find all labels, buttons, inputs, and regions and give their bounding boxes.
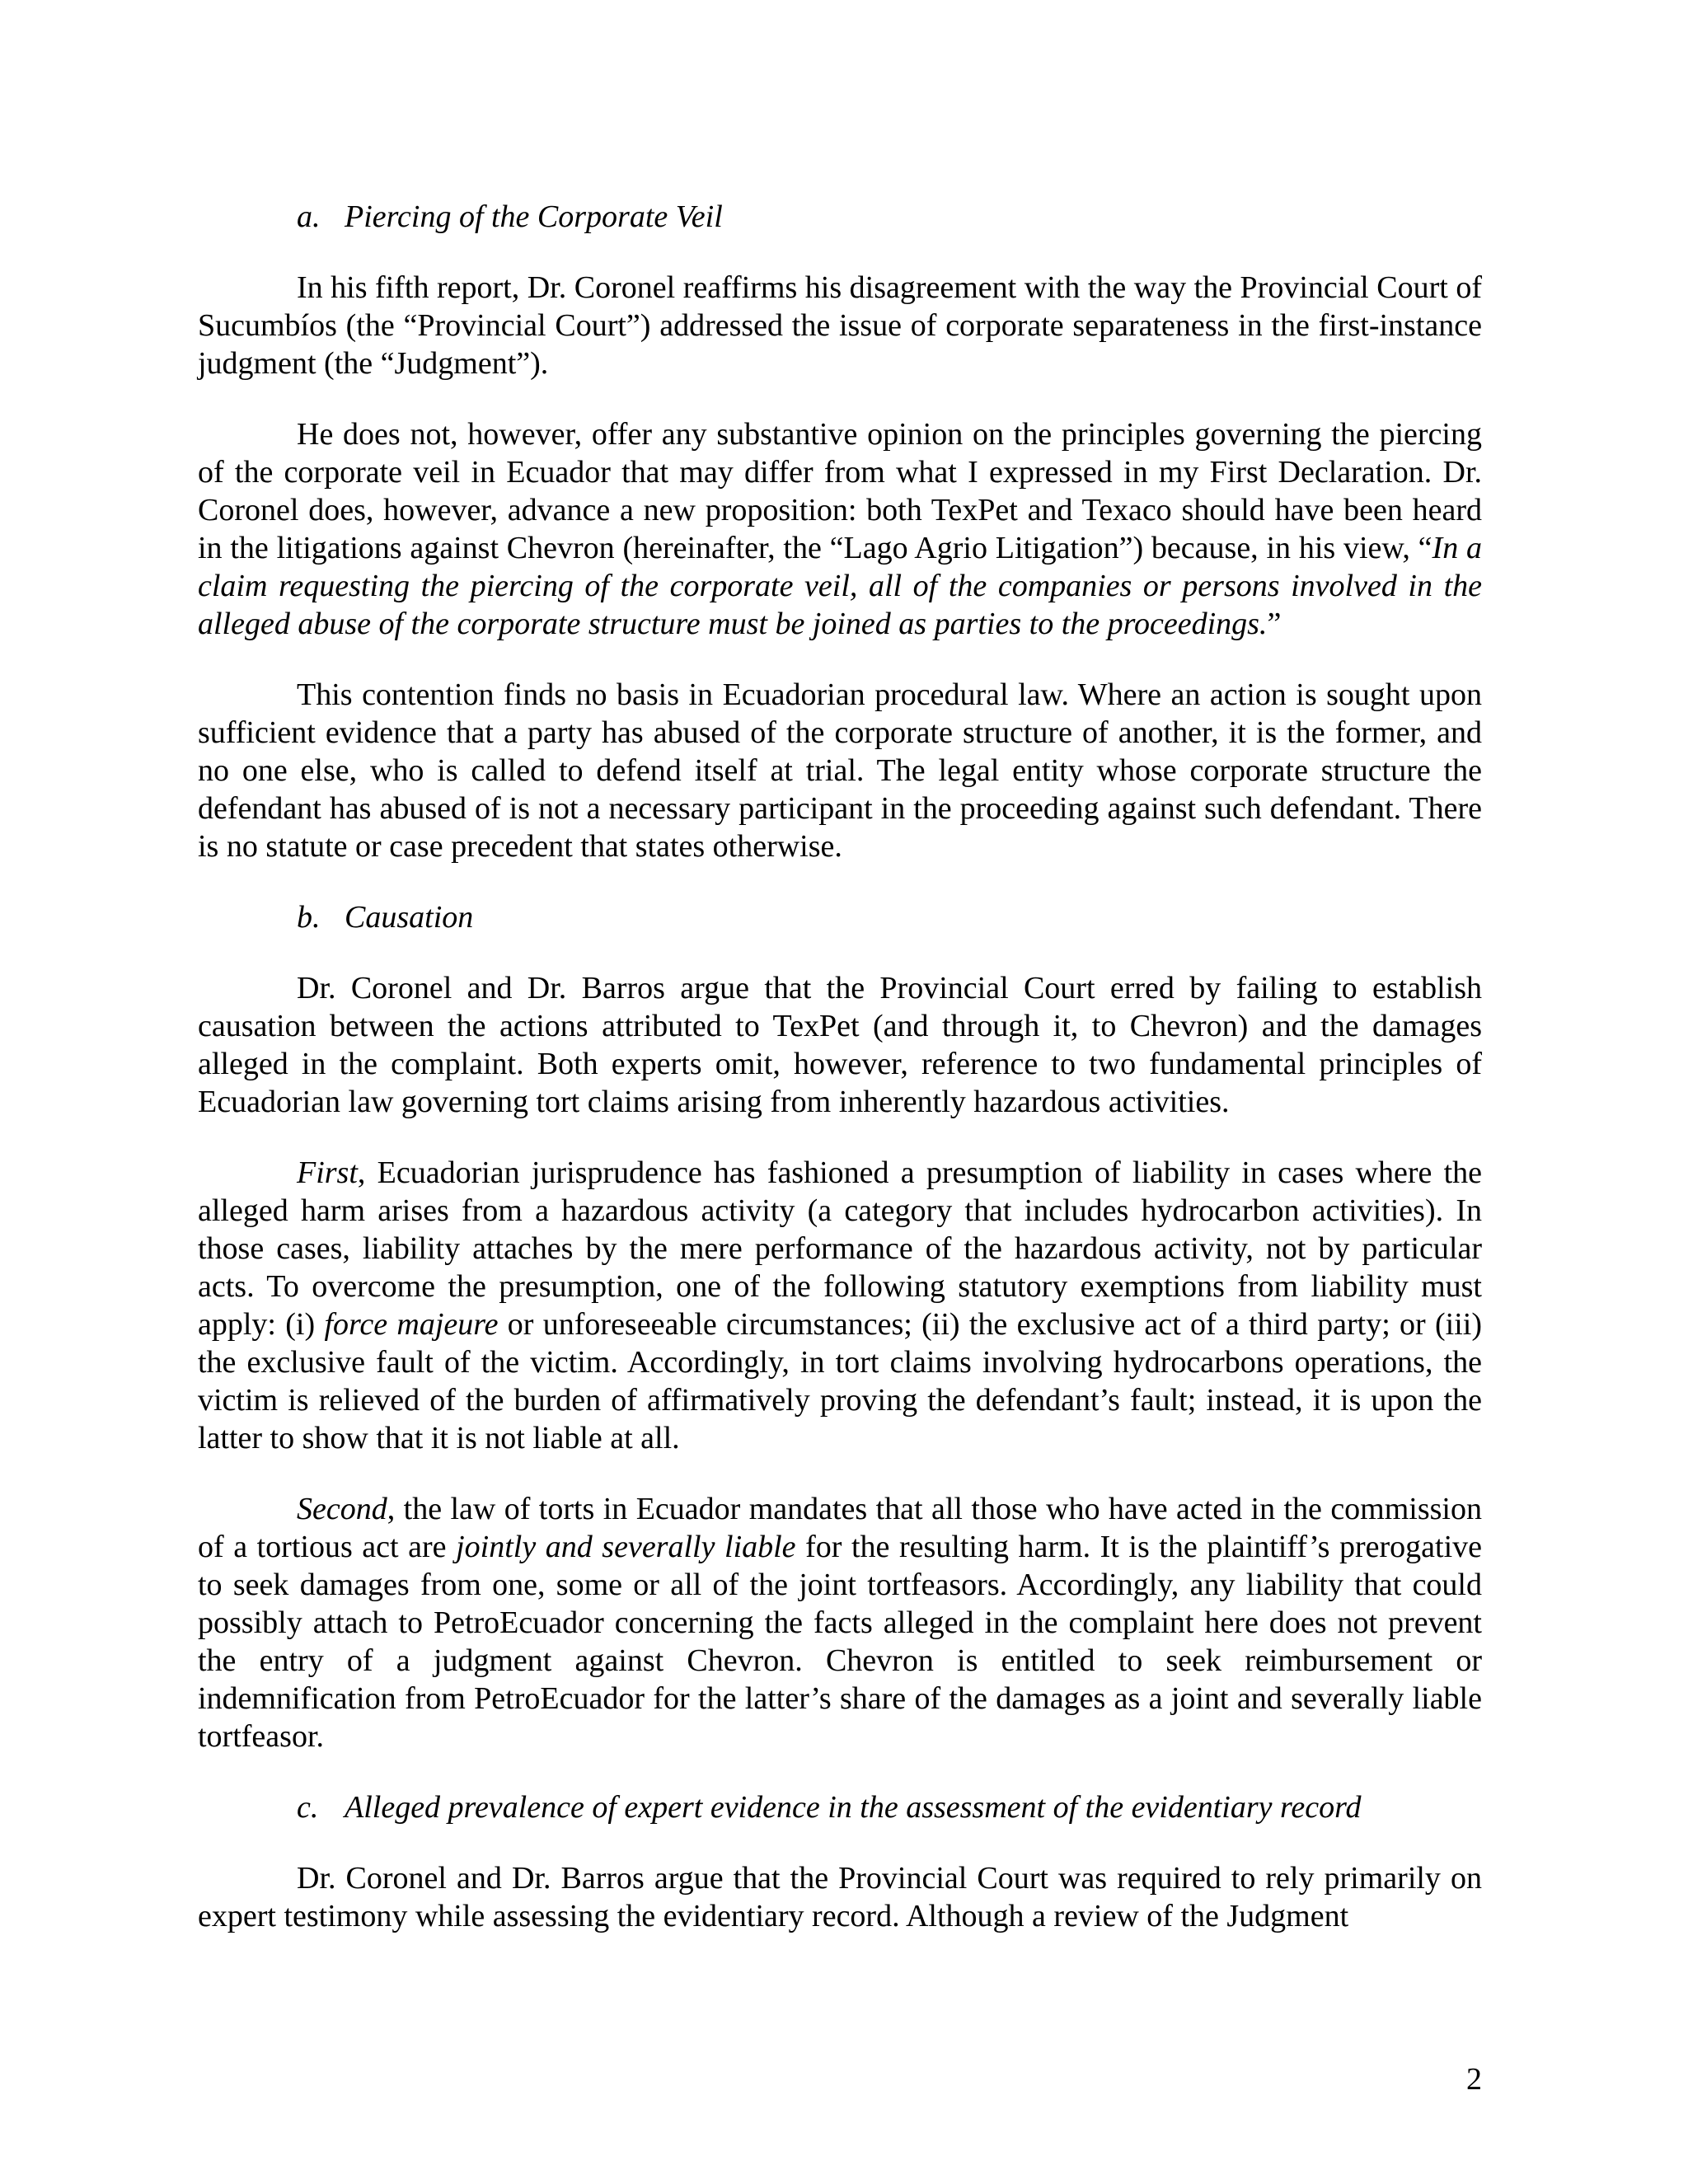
section-a-paragraph-1: In his fifth report, Dr. Coronel reaffirms his disagreement with the way the Provincial Court of Sucumbíos (the “Provincial Court”) addressed the issue of corporate separateness in the first-instance judgment (the “Judgment”). [198, 270, 1482, 381]
quoted-text: In a claim requesting the piercing of the corporate veil, all of the companies or persons involved in the alleged abuse of the corporate structure must be joined as parties to the proceedings. [198, 531, 1482, 641]
paragraph-text: , the law of torts in Ecuador mandates that all those who have acted in the commission of a tortious act are [198, 1492, 1482, 1564]
emphasis-force-majeure: force majeure [324, 1307, 499, 1342]
emphasis-second: Second [297, 1492, 387, 1526]
section-a-paragraph-2 [198, 415, 1482, 643]
section-a-paragraph-3: This contention finds no basis in Ecuadorian procedural law. Where an action is sought upon sufficient evidence that a party has abused of the corporate structure of another, it is the former, and no one else, who is called to defend itself at trial. The legal entity whose corporate structure the defendant has abused of is not a necessary participant in the proceeding against such defendant. There is no statute or case precedent that states otherwise. [198, 677, 1482, 864]
section-a-heading [198, 198, 1482, 236]
document-page [198, 198, 1482, 1968]
section-c-paragraph-1: Dr. Coronel and Dr. Barros argue that the Provincial Court was required to rely primarily on expert testimony while assessing the evidentiary record. Although a review of the Judgment [198, 1861, 1482, 1933]
section-b-letter: b. [297, 900, 321, 935]
section-a-letter: a. [297, 199, 321, 234]
section-a-title: Piercing of the Corporate Veil [345, 199, 723, 234]
section-b-paragraph-1: Dr. Coronel and Dr. Barros argue that the Provincial Court erred by failing to establish causation between the actions attributed to TexPet (and through it, to Chevron) and the damages alleged in the complaint. Both experts omit, however, reference to two fundamental principles of Ecuadorian law governing tort claims arising from inherently hazardous activities. [198, 971, 1482, 1119]
page-number: 2 [1466, 2062, 1482, 2097]
paragraph-text: , Ecuadorian jurisprudence has fashioned a presumption of liability in cases where the alleged harm arises from a hazardous activity (a category that includes hydrocarbon activities). In those cases, liability attaches by the mere performance of the hazardous activity, not by particular acts. To overcome the presumption, one of the following statutory exemptions from liability must apply: (i) [198, 1155, 1482, 1342]
section-b-heading [198, 898, 1482, 936]
emphasis-first: First [297, 1155, 358, 1190]
section-c-title: Alleged prevalence of expert evidence in the assessment of the evidentiary record [345, 1790, 1362, 1825]
paragraph-text: for the resulting harm. It is the plaintiff’s prerogative to seek damages from one, some or all of the joint tortfeasors. Accordingly, any liability that could possibly attach to PetroEcuador concerning the facts alleged in the complaint here does not prevent the entry of a judgment against Chevron. Chevron is entitled to seek reimbursement or indemnification from PetroEcuador for the latter’s share of the damages as a joint and severally liable tortfeasor. [198, 1530, 1483, 1754]
emphasis-joint-liability: jointly and severally liable [456, 1530, 796, 1564]
paragraph-text: He does not, however, offer any substantive opinion on the principles governing the piercing of the corporate veil in Ecuador that may differ from what I expressed in my First Declaration. Dr. Coronel does, however, advance a new proposition: both TexPet and Texaco should have been heard in the litigations against Chevron (hereinafter, the “Lago Agrio Litigation”) because, in his view, “ [198, 417, 1482, 565]
section-b-title: Causation [345, 900, 474, 935]
section-b-paragraph-2 [198, 1154, 1482, 1457]
closing-quote: ” [1267, 607, 1282, 641]
paragraph-text: or unforeseeable circumstances; (ii) the exclusive act of a third party; or (iii) the exclusive fault of the victim. Accordingly, in tort claims involving hydrocarbons operations, the victim is relieved of the burden of affirmatively proving the defendant’s fault; instead, it is upon the latter to show that it is not liable at all. [198, 1307, 1482, 1455]
section-b-paragraph-3 [198, 1490, 1482, 1755]
section-c-heading [198, 1788, 1482, 1826]
section-c-letter: c. [297, 1790, 319, 1825]
